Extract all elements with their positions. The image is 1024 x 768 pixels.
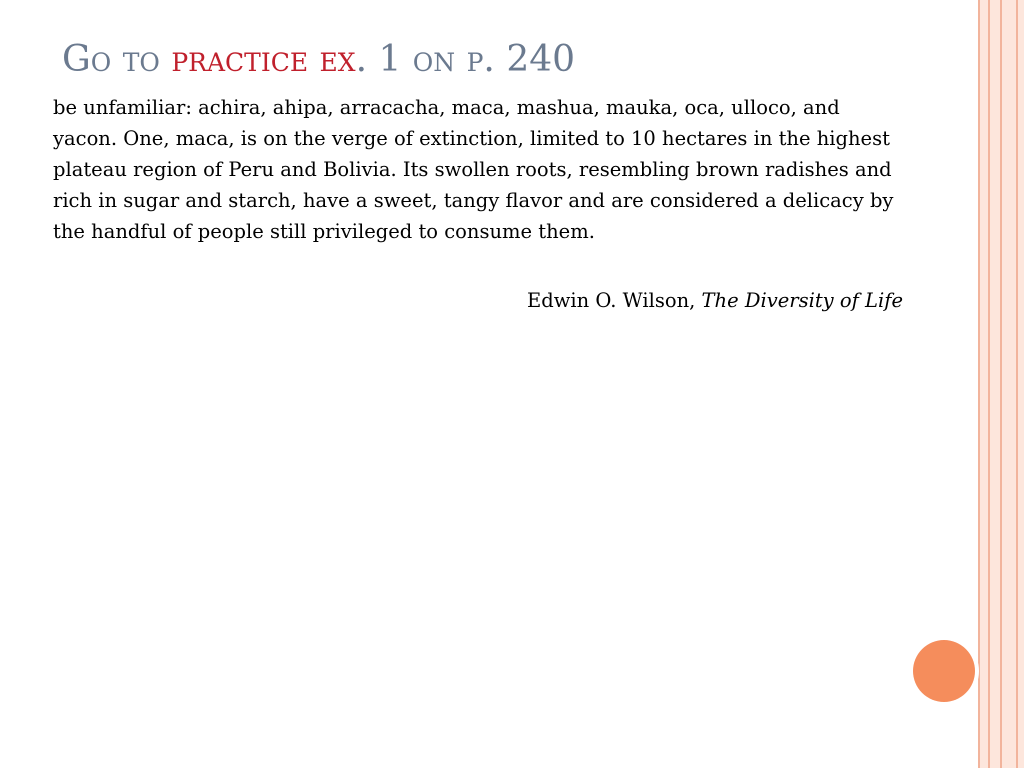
body-paragraph: be unfamiliar: achira, ahipa, arracacha, maca, mashua, mauka, oca, ulloco, and yacon. One, maca, is on the verge of extinction, limited to 10 hectares in the highest plateau region of Peru and Bolivia. Its swollen roots, resembling brown radishes and rich in sugar and starch, have a sweet, tangy flavor and are considered a delicacy by the handful of people still privileged to consume them. bbox=[53, 96, 894, 243]
attribution-author: Edwin O. Wilson, bbox=[527, 289, 702, 312]
title-link-practice[interactable]: practice ex bbox=[171, 39, 356, 80]
title-part-1: Go to bbox=[62, 39, 172, 80]
border-stripe bbox=[980, 0, 988, 768]
attribution-work: The Diversity of Life bbox=[701, 289, 903, 312]
border-stripe bbox=[990, 0, 1000, 768]
border-stripe bbox=[1002, 0, 1016, 768]
attribution bbox=[527, 285, 903, 316]
slide-title bbox=[62, 36, 575, 84]
title-part-3: . 1 on p. 240 bbox=[355, 39, 576, 80]
decorative-orb-icon bbox=[913, 640, 975, 702]
border-stripe bbox=[1018, 0, 1024, 768]
